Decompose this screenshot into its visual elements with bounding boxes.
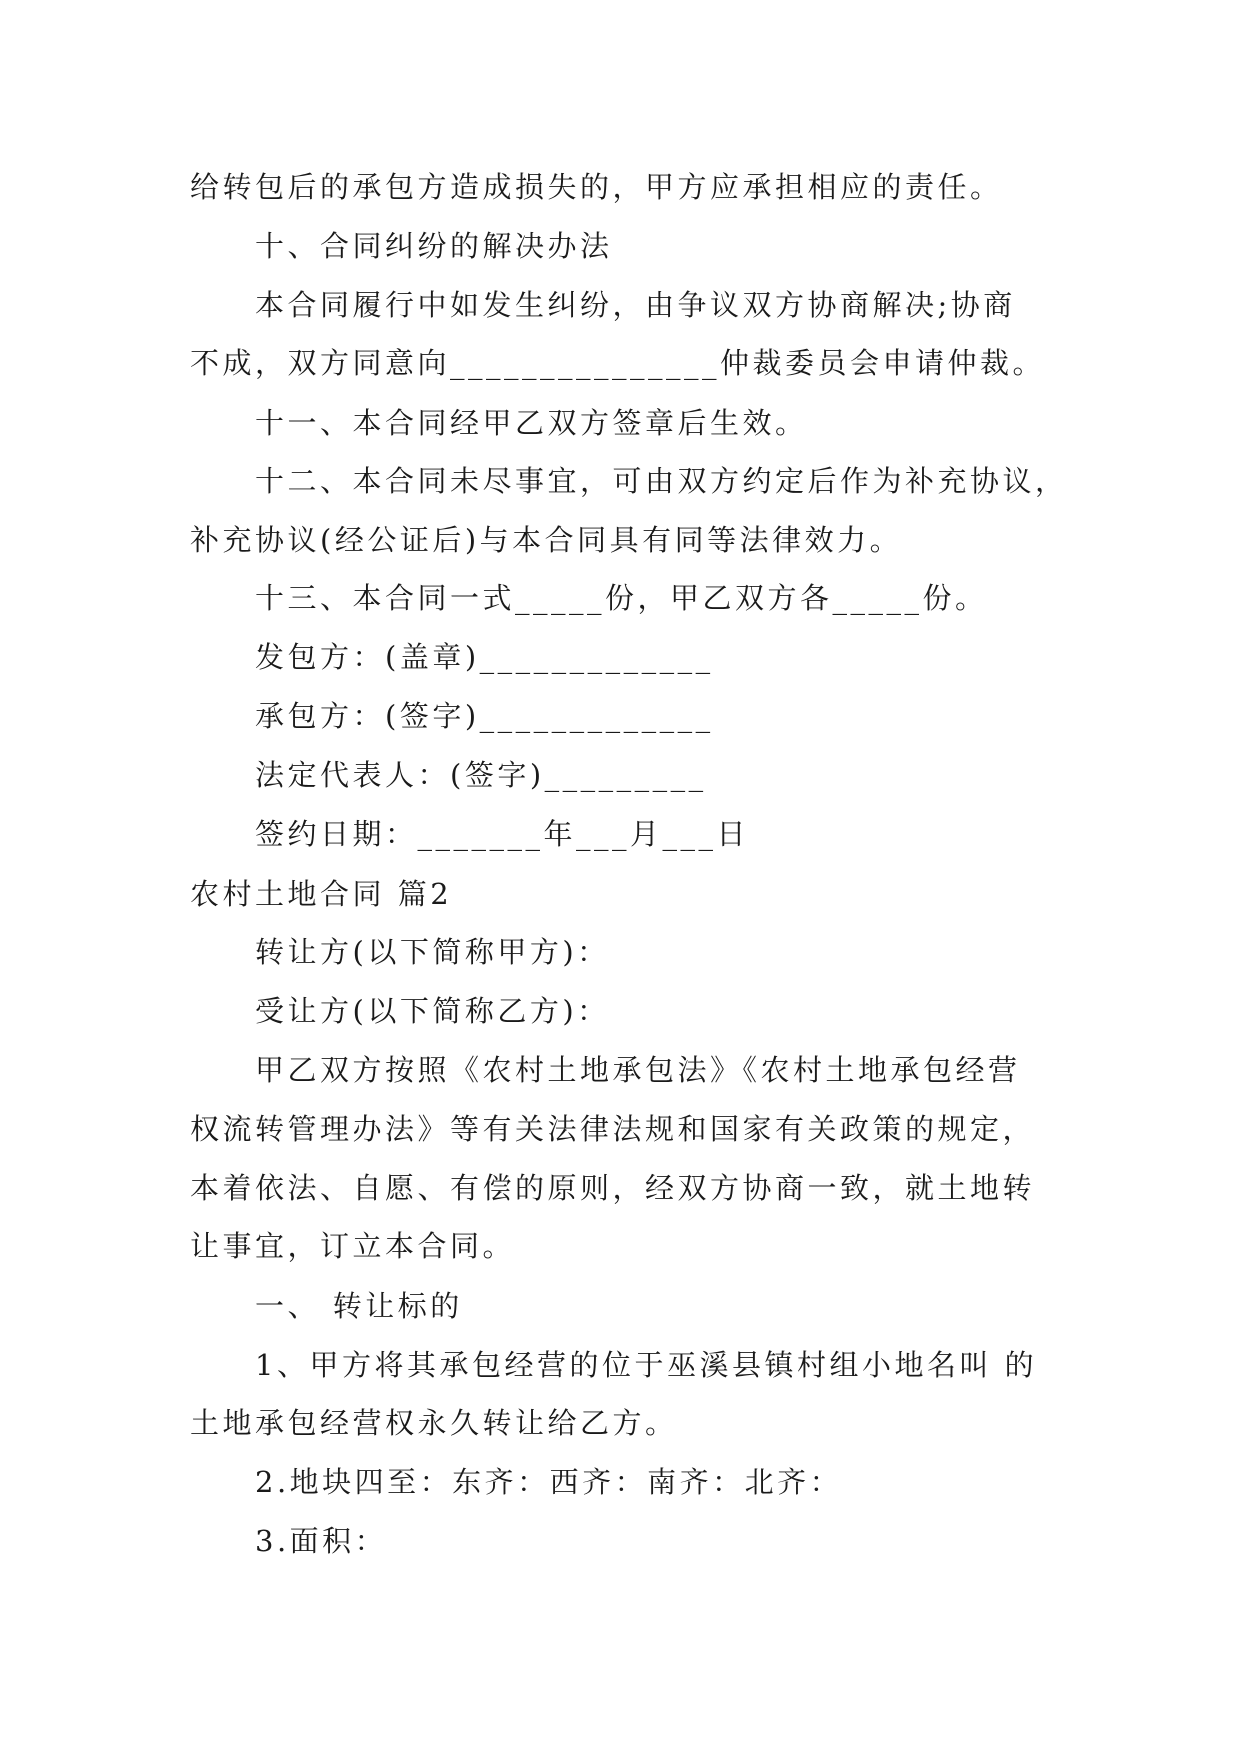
section-title: 农村土地合同 篇2 [190,877,453,911]
text-line: 3.面积： [255,1524,388,1558]
text-line: 给转包后的承包方造成损失的，甲方应承担相应的责任。 [190,170,1003,204]
text-line: 十一、本合同经甲乙双方签章后生效。 [255,406,808,440]
text-line: 让事宜，订立本合同。 [190,1229,516,1263]
text-line: 1、甲方将其承包经营的位于巫溪县镇村组小地名叫 的 [255,1348,1038,1382]
section-heading: 一、 转让标的 [255,1289,463,1323]
text-line: 甲乙双方按照《农村土地承包法》《农村土地承包经营 [255,1053,1021,1087]
section-heading: 十、合同纠纷的解决办法 [255,229,613,263]
text-line: 十三、本合同一式_____份，甲乙双方各_____份。 [255,581,988,615]
text-line: 土地承包经营权永久转让给乙方。 [190,1406,678,1440]
text-line: 本合同履行中如发生纠纷，由争议双方协商解决;协商 [255,288,1016,322]
signing-date-line: 签约日期：_______年___月___日 [255,817,750,851]
signature-line-issuer: 发包方：(盖章)_____________ [255,640,714,674]
text-line: 权流转管理办法》等有关法律法规和国家有关政策的规定， [190,1112,1036,1146]
signature-line-legal-rep: 法定代表人：(签字)_________ [255,758,707,792]
text-line: 受让方(以下简称乙方)： [255,994,610,1028]
signature-line-contractor: 承包方：(签字)_____________ [255,699,714,733]
text-line: 本着依法、自愿、有偿的原则，经双方协商一致，就土地转 [190,1171,1036,1205]
text-line: 补充协议(经公证后)与本合同具有同等法律效力。 [190,523,903,557]
text-line: 十二、本合同未尽事宜，可由双方约定后作为补充协议， [255,464,1068,498]
text-line: 不成，双方同意向_______________仲裁委员会申请仲裁。 [190,346,1046,380]
text-line: 2.地块四至：东齐：西齐：南齐：北齐： [255,1465,843,1499]
text-line: 转让方(以下简称甲方)： [255,935,610,969]
